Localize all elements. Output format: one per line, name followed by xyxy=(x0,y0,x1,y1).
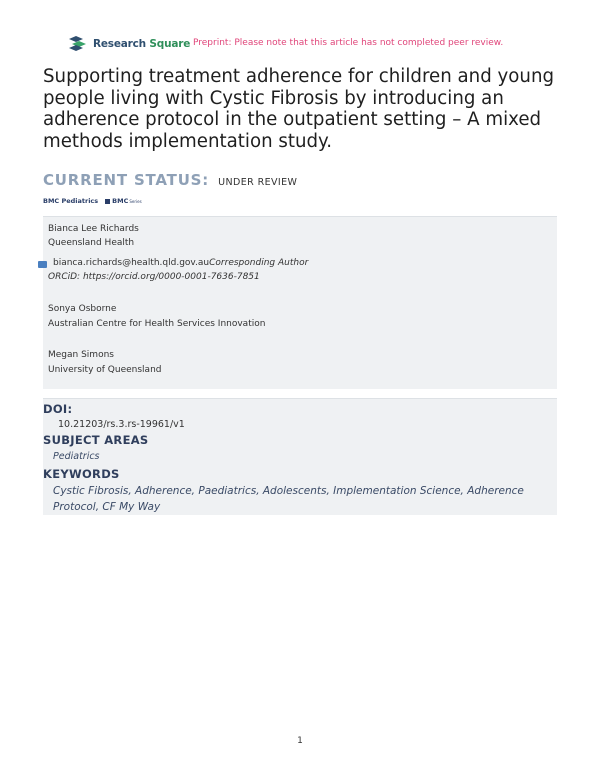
page-number: 1 xyxy=(297,736,303,746)
status-value: UNDER REVIEW xyxy=(218,177,298,188)
paper-title: Supporting treatment adherence for children and young people living with Cystic Fibrosis by introducing an adherence protocol in the outpatient setting – A mixed methods implementation study. xyxy=(43,66,555,152)
doi-value[interactable]: 10.21203/rs.3.rs-19961/v1 xyxy=(58,419,185,430)
author-affiliation: Australian Centre for Health Services Innovation xyxy=(48,319,266,329)
status-label: CURRENT STATUS: xyxy=(43,171,210,189)
author-name: Sonya Osborne xyxy=(48,304,117,314)
author-orcid[interactable]: ORCiD: https://orcid.org/0000-0001-7636-7851 xyxy=(48,272,260,282)
research-square-logo[interactable] xyxy=(67,34,190,54)
metadata-panel xyxy=(43,398,557,515)
doi-label: DOI: xyxy=(43,402,73,416)
author-email[interactable]: bianca.richards@health.qld.gov.au xyxy=(53,258,210,268)
author-contact xyxy=(53,258,308,268)
author-name: Bianca Lee Richards xyxy=(48,224,139,234)
author-name: Megan Simons xyxy=(48,350,114,360)
bmc-series-icon xyxy=(105,199,110,204)
subject-area-value: Pediatrics xyxy=(53,451,100,462)
author-affiliation: University of Queensland xyxy=(48,365,162,375)
corresponding-author-label: Corresponding Author xyxy=(209,258,309,268)
page-header xyxy=(0,34,600,54)
journal-logo xyxy=(43,197,142,205)
subject-areas-label: SUBJECT AREAS xyxy=(43,433,149,447)
preprint-notice: Preprint: Please note that this article has not completed peer review. xyxy=(193,38,504,48)
email-icon xyxy=(38,261,47,268)
journal-name: BMC Pediatrics xyxy=(43,197,99,205)
keywords-value: Cystic Fibrosis, Adherence, Paediatrics, Adolescents, Implementation Science, Adherence Protocol, CF My Way xyxy=(53,485,524,513)
bmc-series-logo: BMC Series xyxy=(105,197,142,205)
author-affiliation: Queensland Health xyxy=(48,238,135,248)
logo-text: Research Square xyxy=(93,38,191,50)
current-status xyxy=(43,170,297,189)
keywords-label: KEYWORDS xyxy=(43,467,120,481)
authors-panel xyxy=(43,216,557,389)
research-square-logo-icon xyxy=(67,35,89,53)
